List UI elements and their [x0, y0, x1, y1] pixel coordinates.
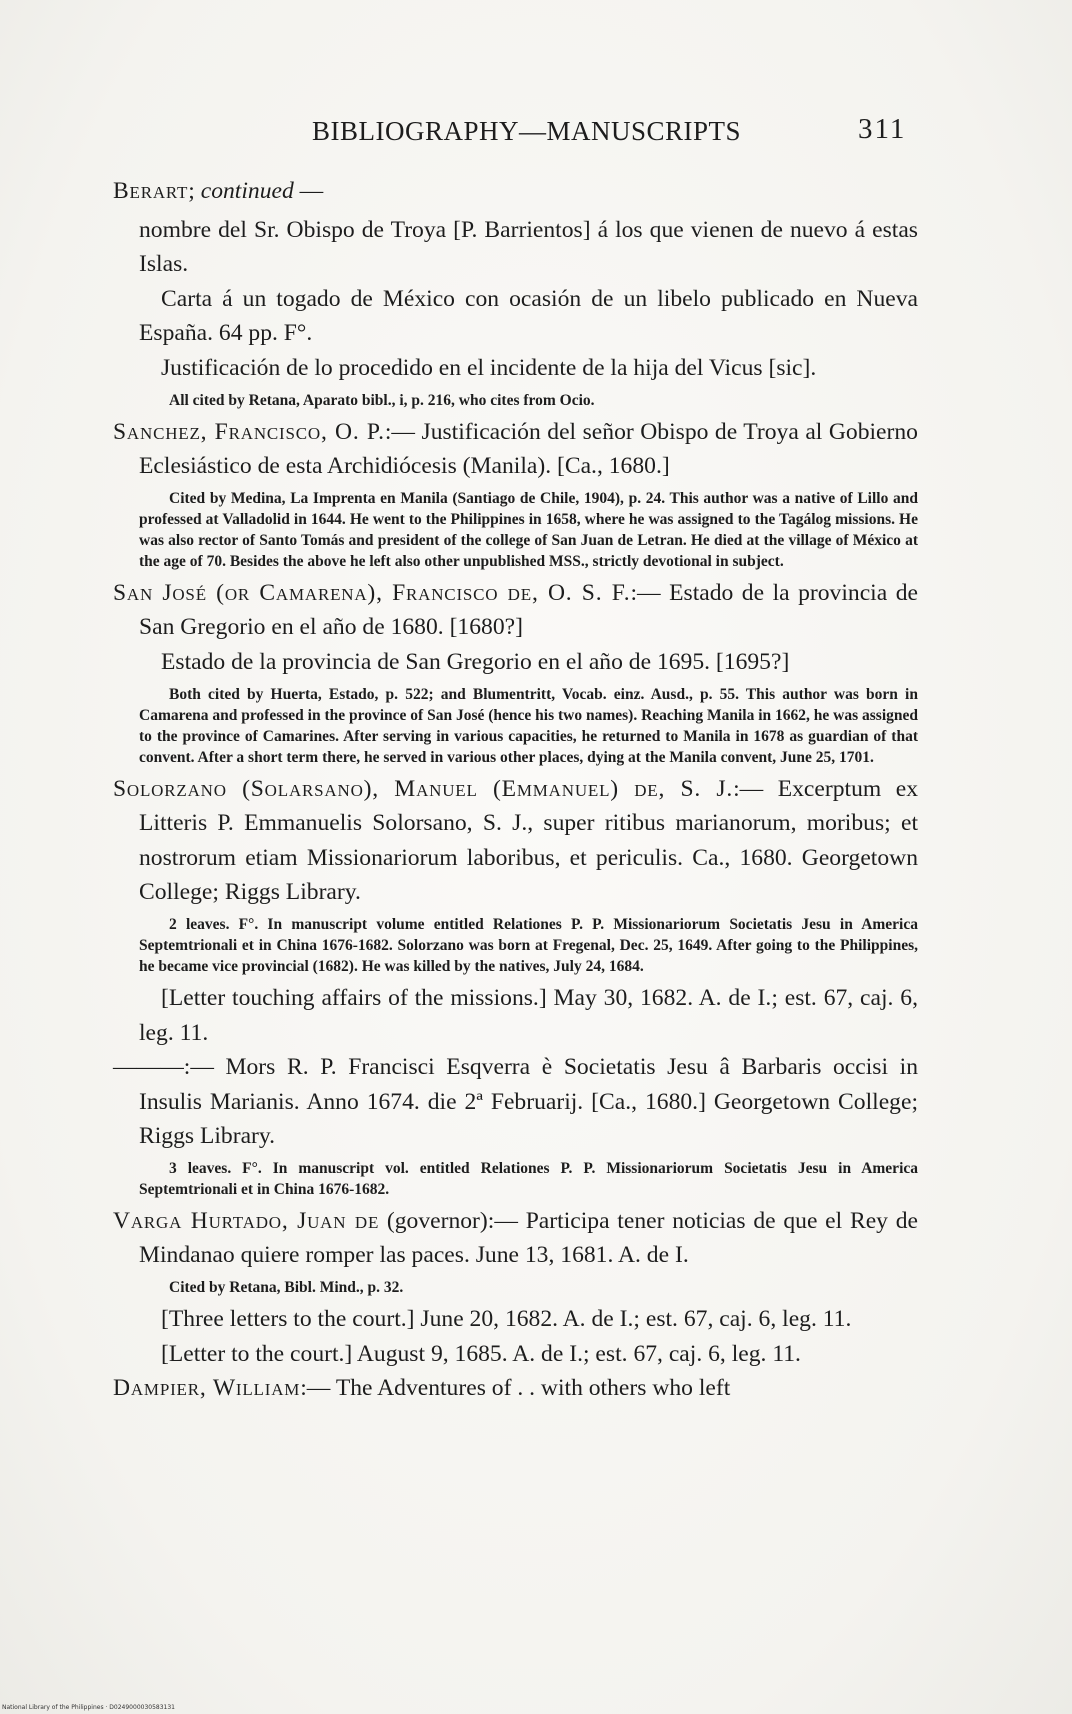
continued-label: continued [200, 178, 294, 204]
entry-text: Carta á un togado de México con ocasión de un libelo publicado en Nueva España. 64 pp. F°. [139, 285, 918, 347]
author-name: Berart [113, 178, 189, 204]
author-name: Varga Hurtado, Juan de [113, 1207, 380, 1234]
bibliography-body [113, 174, 918, 1406]
citation-note: Cited by Medina, La Imprenta en Manila (Santiago de Chile, 1904), p. 24. This author was a native of Lillo and professed at Valladolid in 1644. He went to the Philippines in 1658, where he was assigned to the Tagálog missions. He was also rector of Santo Tomás and president of the college of San Juan de Letran. He died at the village of México at the age of 70. Besides the above he left also other unpublished MSS., strictly devotional in subject. [139, 489, 918, 570]
entry-text: Justificación del señor Obispo de Troya al Gobierno Eclesiástico de esta Archidiócesis (Manila). [Ca., 1680.] [139, 418, 918, 480]
entry-text: [Three letters to the court.] June 20, 1682. A. de I.; est. 67, caj. 6, leg. 11. [161, 1306, 852, 1333]
entry-varga-hurtado: Varga Hurtado, Juan de (governor):— Participa tener noticias de que el Rey de Mindanao quiere romper las paces. June 13, 1681. A. de I. [113, 1207, 918, 1269]
author-name: Dampier, William [113, 1375, 301, 1402]
entry-text: ———:— Mors R. P. Francisci Esqverra è Societatis Jesu â Barbaris occisi in Insulis Marianis. Anno 1674. die 2ª Februarij. [Ca., 1680.] Georgetown College; Riggs Library. [113, 1054, 918, 1150]
page-number: 311 [858, 113, 907, 145]
scan-footer: National Library of the Philippines · D0249000030583131 [2, 1704, 175, 1711]
entry-text: The Adventures of . . with others who left [335, 1375, 731, 1402]
citation-note: All cited by Retana, Aparato bibl., i, p. 216, who cites from Ocio. [169, 391, 595, 409]
entry-san-jose: San José (or Camarena), Francisco de, O. S. F.:— Estado de la provincia de San Gregorio en el año de 1680. [1680?] [113, 579, 918, 641]
entry-text: Estado de la provincia de San Gregorio en el año de 1695. [1695?] [161, 648, 790, 675]
entry-solorzano: Solorzano (Solarsano), Manuel (Emmanuel) de, S. J.:— Excerptum ex Litteris P. Emmanuelis Solorsano, S. J., super ritibus marianorum, moribus; et nostrorum etiam Missionariorum laboribus, et periculis. Ca., 1680. Georgetown College; Riggs Library. [113, 775, 918, 906]
author-name: Solorzano (Solarsano), Manuel (Emmanuel) de, S. J. [113, 775, 734, 802]
author-qualifier: (governor) [386, 1207, 488, 1234]
citation-note: 2 leaves. F°. In manuscript volume entitled Relationes P. P. Missionariorum Societatis Jesu in America Septemtrionali et in China 1676-1682. Solorzano was born at Fregenal, Dec. 25, 1649. After going to the Philippines, he became vice provincial (1682). He was killed by the natives, July 24, 1684. [139, 915, 918, 975]
author-name: San José (or Camarena), Francisco de, O. S. F. [113, 579, 631, 606]
entry-dampier: Dampier, William:— The Adventures of . . with others who left [113, 1375, 731, 1402]
entry-sanchez: Sanchez, Francisco, O. P.:— Justificación del señor Obispo de Troya al Gobierno Eclesiástico de esta Archidiócesis (Manila). [Ca., 1680.] [113, 418, 918, 480]
entry-berart: Berart; continued — [113, 178, 324, 204]
entry-text: Excerptum ex Litteris P. Emmanuelis Solorsano, S. J., super ritibus marianorum, moribus; et nostrorum etiam Missionariorum laboribus, et periculis. Ca., 1680. Georgetown College; Riggs Library. [139, 775, 918, 906]
entry-text: [Letter touching affairs of the missions.] May 30, 1682. A. de I.; est. 67, caj. 6, leg. 11. [139, 984, 918, 1046]
citation-note: 3 leaves. F°. In manuscript vol. entitled Relationes P. P. Missionariorum Societatis Jesu in America Septemtrionali et in China 1676-1682. [139, 1159, 918, 1198]
author-name: Sanchez, Francisco, O. P. [113, 418, 385, 445]
entry-text: Participa tener noticias de que el Rey de Mindanao quiere romper las paces. June 13, 1681. A. de I. [139, 1207, 918, 1269]
citation-note: Cited by Retana, Bibl. Mind., p. 32. [169, 1279, 404, 1297]
citation-note: Both cited by Huerta, Estado, p. 522; and Blumentritt, Vocab. einz. Ausd., p. 55. This author was born in Camarena and professed in the province of San José (hence his two names). Reaching Manila in 1662, he was assigned to the province of Camarines. After serving in various capacities, he returned to Manila in 1678 as guardian of that convent. After a short term there, he served in various other places, dying at the Manila convent, June 25, 1701. [139, 685, 918, 766]
entry-text: nombre del Sr. Obispo de Troya [P. Barrientos] á los que vienen de nuevo á estas Islas. [139, 216, 918, 278]
entry-text: Estado de la provincia de San Gregorio en el año de 1680. [1680?] [139, 579, 918, 641]
entry-text: [Letter to the court.] August 9, 1685. A. de I.; est. 67, caj. 6, leg. 11. [161, 1340, 801, 1367]
entry-text: Justificación de lo procedido en el incidente de la hija del Vicus [sic]. [161, 354, 817, 381]
running-header: BIBLIOGRAPHY—MANUSCRIPTS [312, 116, 742, 146]
